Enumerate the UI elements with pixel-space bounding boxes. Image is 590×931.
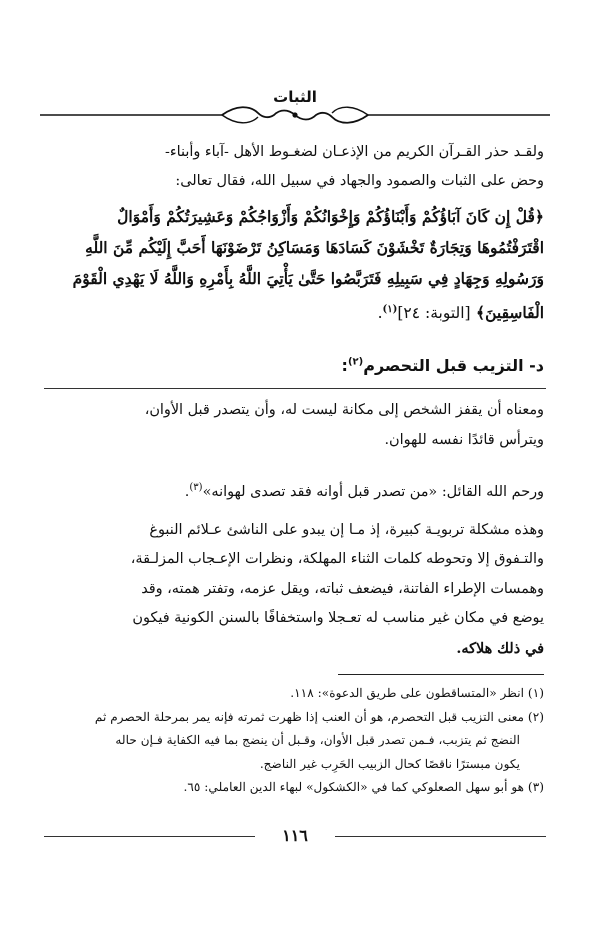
footnote-marker-1: (١) — [382, 304, 398, 315]
paragraph-quote — [44, 473, 544, 507]
paragraph-problem — [44, 516, 544, 663]
quran-line: ﴿قُلْ إِن كَانَ آبَاؤُكُمْ وَأَبْنَاؤُكُمْ وَإِخْوَانُكُمْ وَأَزْوَاجُكُمْ وَعَشِيرَتُكُمْ وَأَمْوَالٌ — [117, 207, 544, 226]
footnote-2-continued: النضج ثم يتزبب، فـمن تصدر قبل الأوان، وقـبل أن ينضج بما فيه الكفاية فـإن حاله — [115, 733, 520, 747]
running-head: الثبات — [273, 88, 317, 106]
quran-quotation — [44, 201, 544, 329]
text-line: وهمسات الإطراء الفاتنة، فيضعف ثباته، ويقل عزمه، وتفتر همته، وقد — [141, 580, 544, 597]
footnote-1: (١) انظر «المتساقطون على طريق الدعوة»: ١١٨. — [290, 686, 544, 700]
quran-verse-end: الْفَاسِقِينَ﴾ — [476, 303, 544, 323]
text-line: ولقـد حذر القـرآن الكريم من الإذعـان لضغـوط الأهل -آباء وأبناء- — [164, 144, 544, 160]
footnote-marker-2: (٢) — [347, 356, 364, 368]
footnote-2-continued: يكون مبسترًا ناقصًا كحال الزبيب الحَرِب غير الناضج. — [259, 756, 520, 771]
header-ornament-divider — [40, 103, 550, 127]
footnotes — [44, 682, 544, 800]
footnote-separator — [338, 674, 544, 675]
quote-text: ورحم الله القائل: «من تصدر قبل أوانه فقد تصدى لهوانه» — [202, 483, 544, 500]
sentence-end: . — [377, 304, 383, 323]
text-line: يوضع في مكان غير مناسب له تعـجلا واستخفافًا بالسنن الكونية فيكون — [132, 610, 544, 627]
text-line: والتـفوق إلا وتحوطه كلمات الثناء المهلكة، ونظرات الإعـجاب المزلـقة، — [130, 551, 544, 568]
page-number: ١١٦ — [255, 824, 335, 848]
quran-line-last — [44, 294, 544, 329]
text-line: ويترأس قائدًا نفسه للهوان. — [384, 431, 544, 448]
section-rule — [44, 388, 546, 389]
paragraph-meaning — [44, 396, 544, 455]
text-line: وهذه مشكلة تربويـة كبيرة، إذ مـا إن يبدو على الناشئ عـلائم النبوغ — [149, 522, 544, 538]
text-line: ومعناه أن يقفز الشخص إلى مكانة ليست له، وأن يتصدر قبل الأوان، — [144, 402, 544, 418]
quran-line: اقْتَرَفْتُمُوهَا وَتِجَارَةٌ تَخْشَوْنَ كَسَادَهَا وَمَسَاكِنُ تَرْضَوْنَهَا أَحَبَّ إِلَيْكُم مِّنَ اللَّهِ — [85, 238, 544, 257]
intro-paragraph — [44, 138, 544, 197]
footnote-3: (٣) هو أبو سهل الصعلوكي كما في «الكشكول» لبهاء الدين العاملي: ٦٥. — [183, 780, 544, 794]
section-heading-colon: : — [341, 356, 348, 375]
section-heading — [342, 356, 544, 375]
text-line-last: في ذلك هلاكه. — [456, 639, 544, 657]
footnote-marker-3: (٣) — [189, 482, 203, 493]
quran-line: وَرَسُولِهِ وَجِهَادٍ فِي سَبِيلِهِ فَتَرَبَّصُوا حَتَّىٰ يَأْتِيَ اللَّهُ بِأَمْرِهِ وَاللَّهُ لَا يَهْدِي الْقَوْمَ — [72, 269, 544, 288]
text-line: وحض على الثبات والصمود والجهاد في سبيل الله، فقال تعالى: — [175, 173, 544, 190]
section-heading-text: د- التزيب قبل التحصرم — [363, 356, 544, 375]
footnote-2: (٢) معنى التزيب قبل التحصرم، هو أن العنب إذا ظهرت ثمرته فإنه يمر بمرحلة الحصرم ثم — [94, 709, 544, 724]
sentence-end: . — [184, 483, 190, 500]
quran-reference: [التوبة: ٢٤] — [397, 304, 471, 323]
